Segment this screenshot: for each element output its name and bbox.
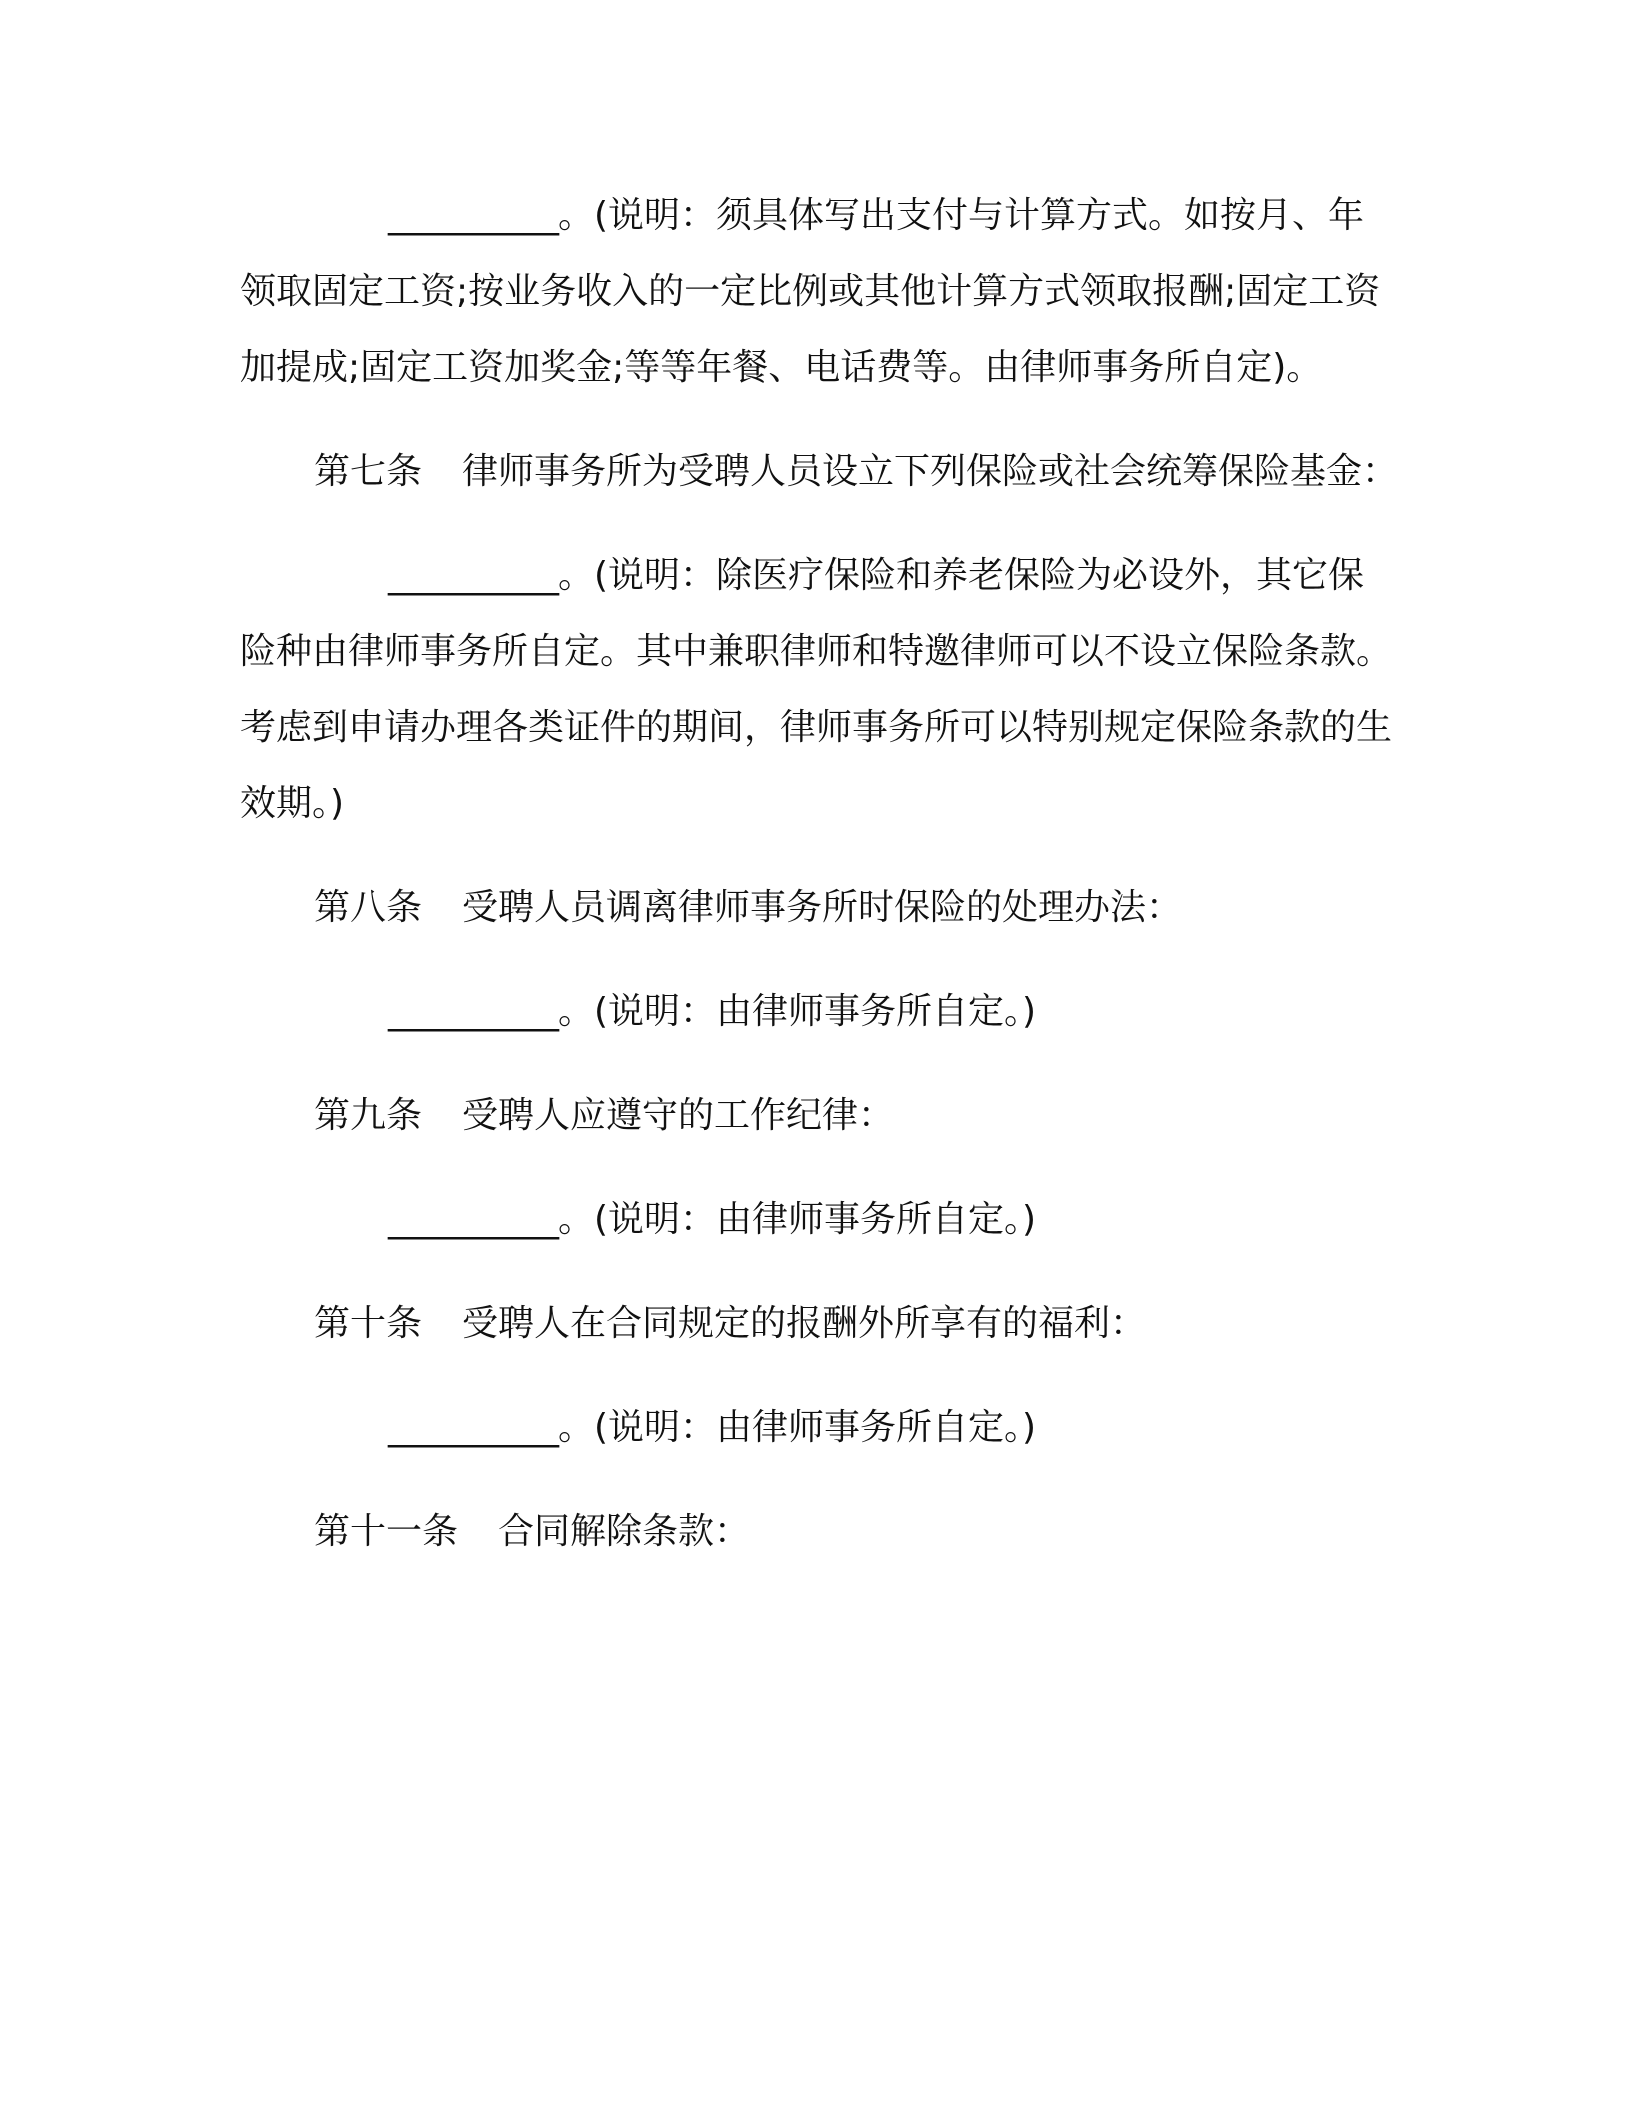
article-text: 受聘人在合同规定的报酬外所享有的福利：: [462, 1303, 1147, 1344]
paragraph-text: 。(说明：除医疗保险和养老保险为必设外，其它保险种由律师事务所自定。其中兼职律师和特邀律师可以不设立保险条款。考虑到申请办理各类证件的期间，律师事务所可以特别规定保险条款的生效期。): [240, 555, 1393, 824]
insurance-note-paragraph: [240, 538, 1400, 842]
paragraph-text: 。(说明：由律师事务所自定。): [558, 1407, 1037, 1448]
fill-in-blank: __________: [388, 555, 558, 596]
fill-in-blank: __________: [388, 195, 558, 236]
article-10-paragraph: [240, 1286, 1400, 1362]
article-label: 第九条: [314, 1095, 423, 1136]
article-text: 受聘人员调离律师事务所时保险的处理办法：: [462, 887, 1183, 928]
paragraph-text: 。(说明：须具体写出支付与计算方式。如按月、年领取固定工资;按业务收入的一定比例或其他计算方式领取报酬;固定工资加提成;固定工资加奖金;等等年餐、电话费等。由律师事务所自定)。: [240, 195, 1381, 388]
article-text: 合同解除条款：: [498, 1511, 751, 1552]
article-9-paragraph: [240, 1078, 1400, 1154]
article-8-note-paragraph: [240, 974, 1400, 1050]
article-label: 第八条: [314, 887, 423, 928]
article-label: 第十条: [314, 1303, 423, 1344]
article-text: 律师事务所为受聘人员设立下列保险或社会统筹保险基金：: [462, 451, 1399, 492]
article-label: 第七条: [314, 451, 423, 492]
article-11-paragraph: [240, 1494, 1400, 1570]
article-10-note-paragraph: [240, 1390, 1400, 1466]
article-text: 受聘人应遵守的工作纪律：: [462, 1095, 895, 1136]
article-label: 第十一条: [314, 1511, 459, 1552]
article-7-paragraph: [240, 434, 1400, 510]
fill-in-blank: __________: [388, 1199, 558, 1240]
article-9-note-paragraph: [240, 1182, 1400, 1258]
paragraph-text: 。(说明：由律师事务所自定。): [558, 991, 1037, 1032]
fill-in-blank: __________: [388, 991, 558, 1032]
article-8-paragraph: [240, 870, 1400, 946]
paragraph-text: 。(说明：由律师事务所自定。): [558, 1199, 1037, 1240]
document-body: [240, 178, 1400, 1598]
payment-note-paragraph: [240, 178, 1400, 406]
fill-in-blank: __________: [388, 1407, 558, 1448]
